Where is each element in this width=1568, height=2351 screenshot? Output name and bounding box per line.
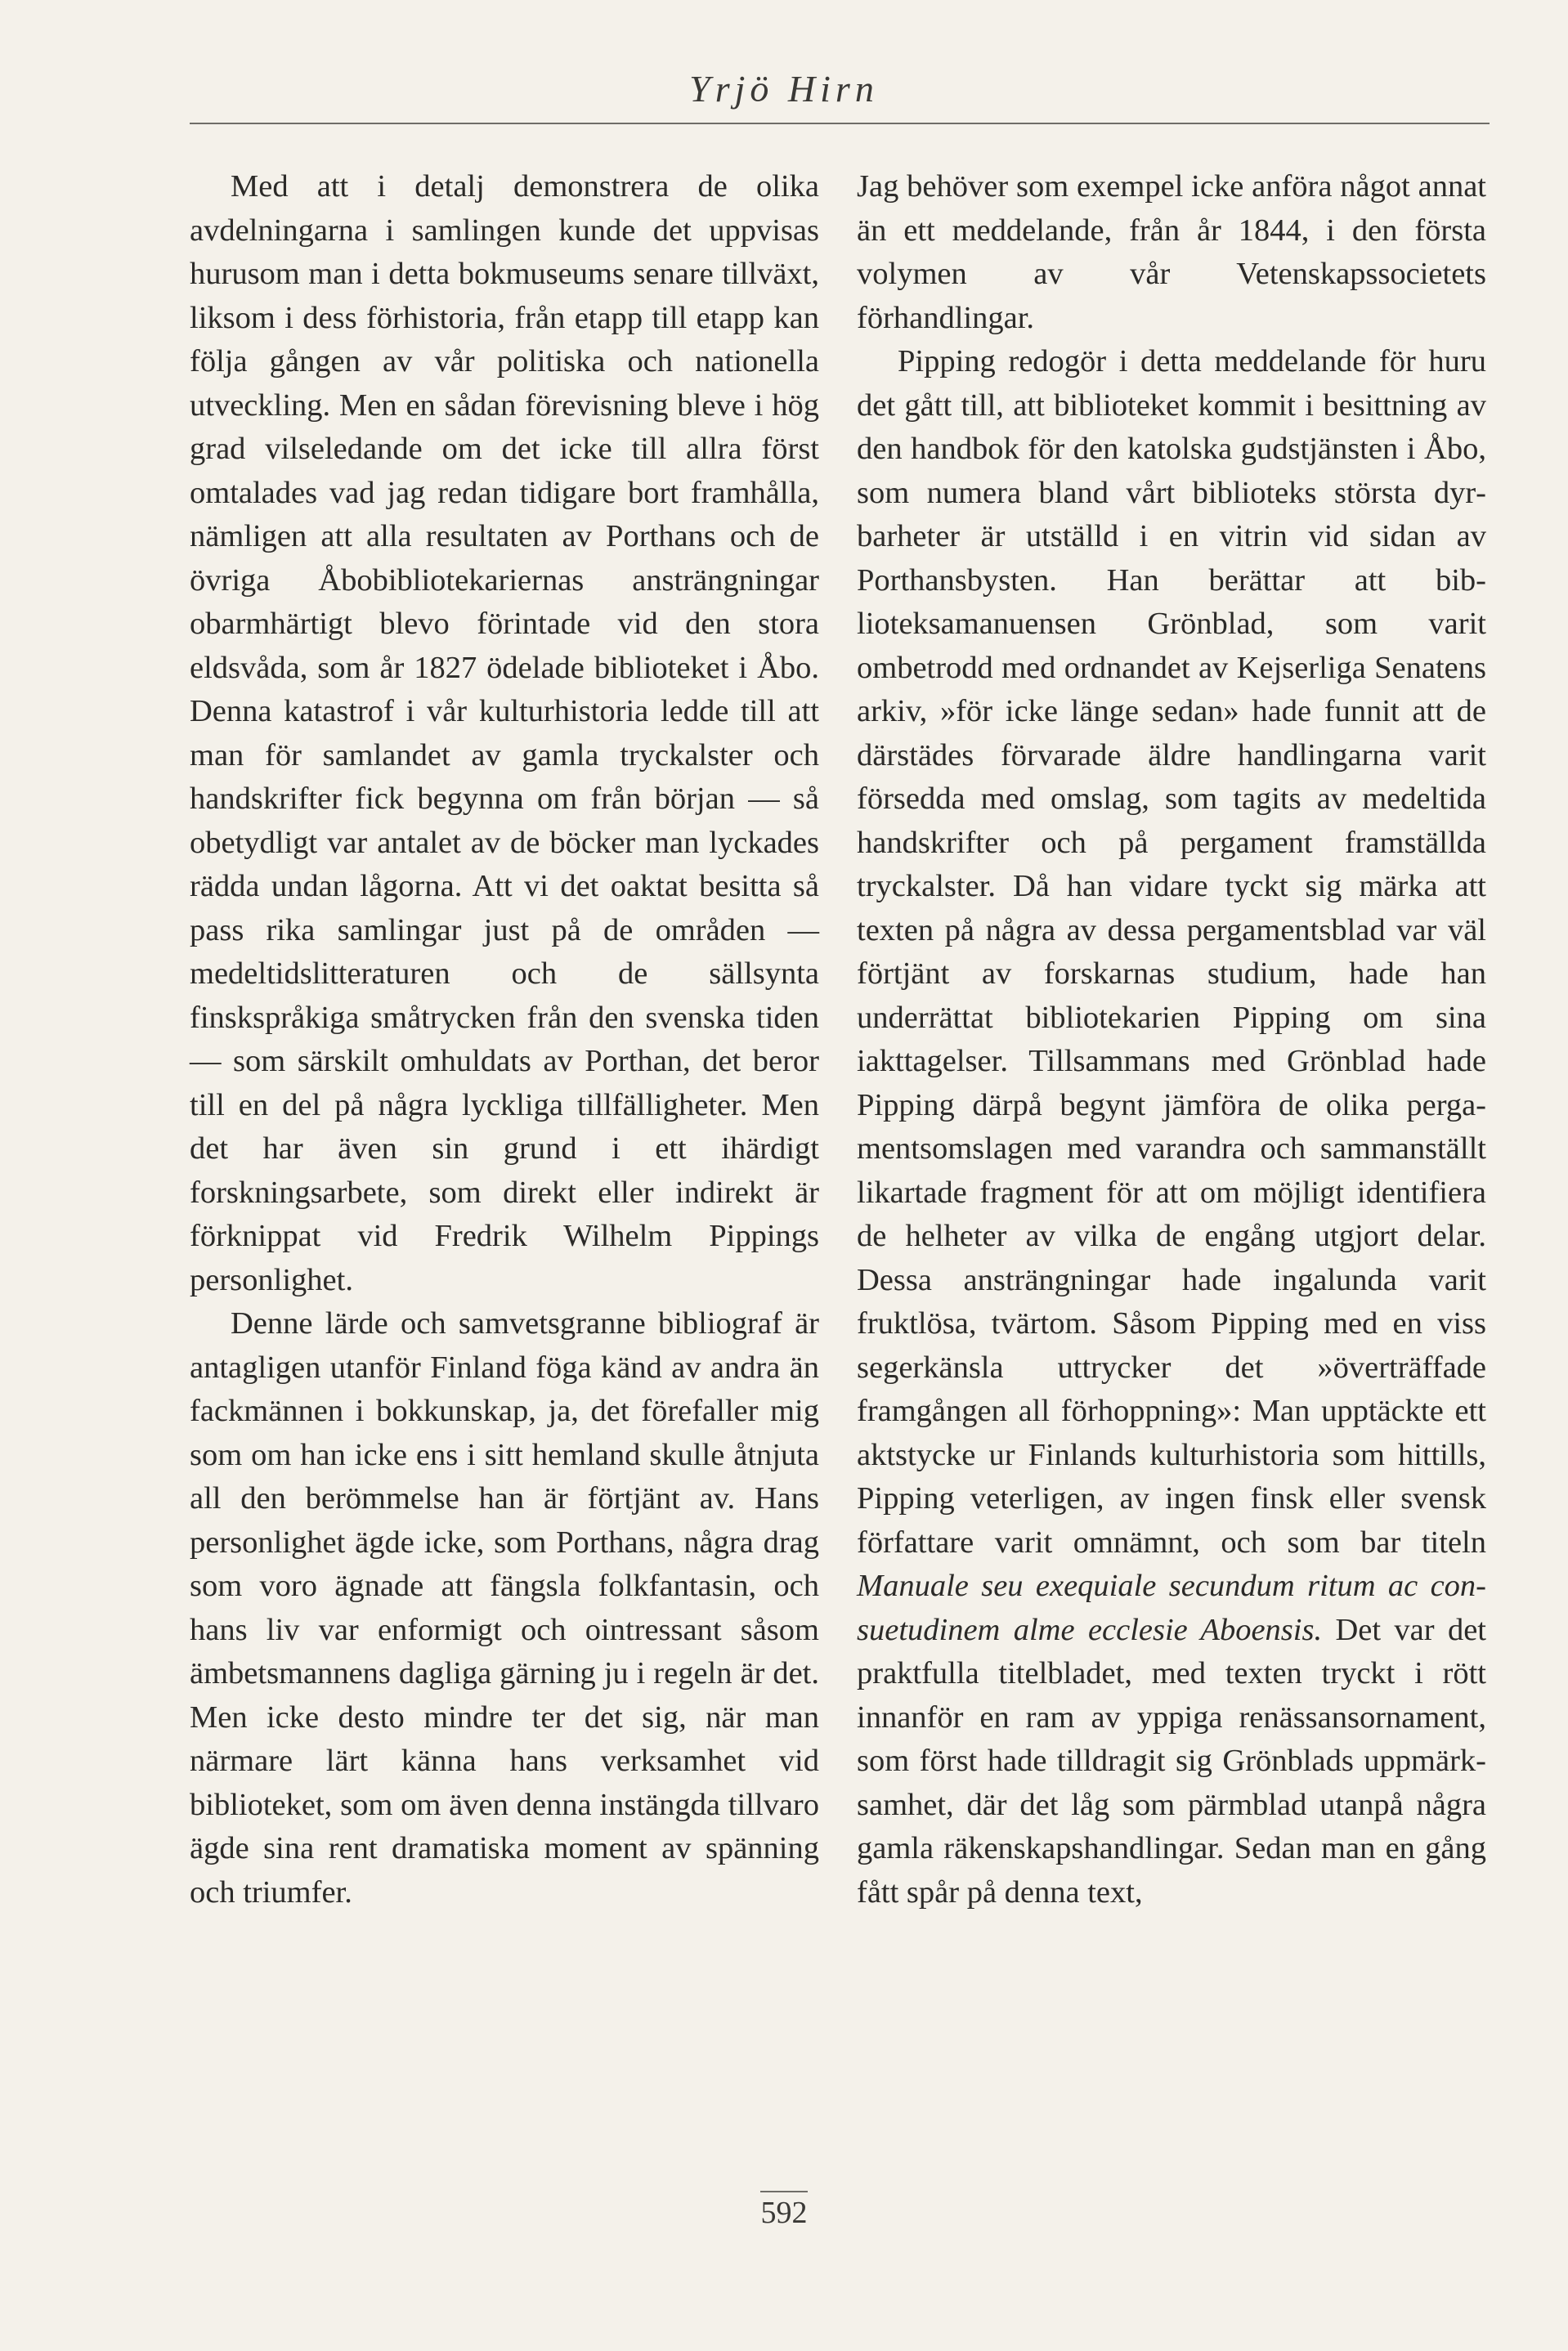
latin-title: Manuale seu exequiale secundum ritum ac consuetudinem alme ecclesie Aboensis. — [857, 1569, 1486, 1647]
right-column — [857, 165, 1486, 1914]
paragraph-1: Med att i detalj demonstrera de olika avdelningarna i samlingen kunde det uppvisas hurusom man i detta bokmuseums senare tillväxt, liksom i dess förhistoria, från etapp till etapp kan följa gången av vår politiska och nationella utveckling. Men en sådan förevisning bleve i hög grad vilseledande om det icke till allra först omtalades vad jag redan tidigare bort framhålla, nämligen att alla resultaten av Porthans och de övriga Åbobibliotekariernas ansträngningar obarmhärtigt blevo förintade vid den stora eldsvåda, som år 1827 ödelade biblioteket i Åbo. Denna katastrof i vår kulturhistoria ledde till att man för samlandet av gamla tryckalster och handskrifter fick begynna om från början — så obetydligt var antalet av de böcker man lyckades rädda undan lågorna. Att vi det oaktat besitta så pass rika samlingar just på de områden — medeltidslitteraturen och de sällsynta finskspråkiga småtrycken från den svenska tiden — som särskilt omhuldats av Porthan, det beror till en del på några lyckliga tillfälligheter. Men det har även sin grund i ett ihärdigt forskningsarbete, som direkt eller indirekt är förknippat vid Fredrik Wilhelm Pippings personlighet. — [190, 169, 819, 1297]
page-number-rule — [760, 2191, 808, 2192]
paragraph-4-continuation: Det var det praktfulla titelbladet, med texten tryckt i rött innanför en ram av yppiga renässansornament, som först hade tilldragit sig Grönblads uppmärksamhet, där det låg som pärmblad utanpå några gamla räkenskapshandlingar. Sedan man en gång fått spår på denna text, — [857, 1612, 1486, 1910]
paragraph-4-text: Pipping redogör i detta meddelande för huru det gått till, att biblioteket kommit i besittning av den handbok för den katolska gudstjänsten i Åbo, som numera bland vårt biblioteks största dyrbarheter är utställd i en vitrin vid sidan av Porthansbysten. Han berättar att biblioteksamanuensen Grönblad, som varit ombetrodd med ordnandet av Kejserliga Senatens arkiv, »för icke länge sedan» hade funnit att de därstädes förvarade äldre handlingarna varit försedda med omslag, som tagits av medeltida handskrifter och på pergament framställda tryckalster. Då han vidare tyckt sig märka att texten på några av dessa pergamentsblad var väl förtjänt av forskarnas studium, hade han underrättat bibliotekarien Pipping om sina iakttagelser. Tillsammans med Grönblad hade Pipping därpå begynt jämföra de olika pergamentsomslagen med varandra och sammanställt likartade fragment för att om möjligt identifiera de helheter av vilka de engång utgjort delar. Dessa ansträngningar hade ingalunda varit fruktlösa, tvärtom. Såsom Pipping med en viss segerkänsla uttrycker det »överträffade framgången all förhoppning»: Man upptäckte ett aktstycke ur Finlands kulturhistoria som hittills, Pipping veterligen, av ingen finsk eller svensk författare varit omnämnt, och som bar titeln — [857, 344, 1486, 1560]
left-column — [190, 165, 819, 1914]
running-head-author: Yrjö Hirn — [689, 68, 879, 110]
paragraph-3: Jag behöver som exempel icke anföra något annat än ett meddelande, från år 1844, i den första volymen av vår Vetenskapssocietets förhandlingar. — [857, 169, 1486, 335]
header-rule — [190, 123, 1490, 124]
paragraph-4 — [857, 340, 1486, 1914]
paragraph-2: Denne lärde och samvetsgranne bibliograf är antagligen utanför Finland föga känd av andra än fackmännen i bokkunskap, ja, det förefaller mig som om han icke ens i sitt hemland skulle åtnjuta all den berömmelse han är förtjänt av. Hans personlighet ägde icke, som Porthans, några drag som voro ägnade att fängsla folkfantasin, och hans liv var enformigt och ointressant såsom ämbetsmannens dagliga gärning ju i regeln är det. Men icke desto mindre ter det sig, när man närmare lärt känna hans verksamhet vid biblioteket, som om även denna instängda tillvaro ägde sina rent dramatiska moment av spänning och triumfer. — [190, 1306, 819, 1910]
page-number: 592 — [760, 2196, 808, 2230]
